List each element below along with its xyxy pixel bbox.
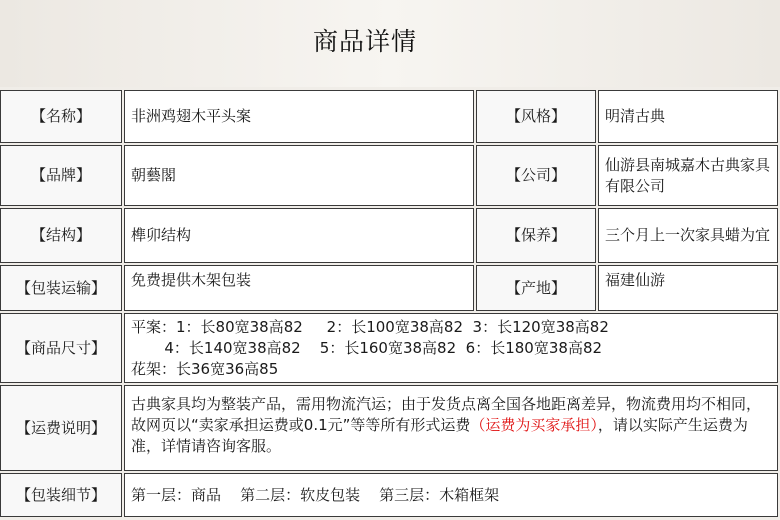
care-value: 三个月上一次家具蜡为宜: [605, 226, 771, 244]
care-label-cell: [476, 208, 596, 263]
packdetail-label: 【包装细节】: [15, 485, 106, 504]
structure-value: 榫卯结构: [131, 226, 192, 244]
name-label-cell: [0, 90, 122, 143]
page-title: 商品详情: [312, 27, 417, 56]
packdetail-value: 第一层：商品 第二层：软皮包装 第三层：木箱框架: [131, 485, 500, 504]
brand-value: 朝藝閣: [131, 166, 177, 184]
size-label: 【商品尺寸】: [15, 338, 106, 357]
care-label: 【保养】: [505, 226, 566, 244]
size-value-cell: [124, 313, 778, 383]
company-value-cell: [598, 145, 778, 206]
company-label: 【公司】: [505, 166, 566, 184]
name-value: 非洲鸡翅木平头案: [131, 107, 252, 125]
shipping-value-cell: [124, 385, 778, 471]
style-label: 【风格】: [505, 107, 566, 125]
shipping-highlight: （运费为买家承担）: [470, 416, 598, 434]
brand-label-cell: [0, 145, 122, 206]
style-value: 明清古典: [605, 107, 666, 125]
origin-label-cell: [476, 265, 596, 311]
origin-label: 【产地】: [505, 278, 566, 297]
name-value-cell: [124, 90, 474, 143]
size-line-1: 平案：1：长80宽38高82 2：长100宽38高82 3：长120宽38高82: [131, 318, 609, 336]
packdetail-label-cell: [0, 473, 122, 517]
packing-value-cell: [124, 265, 474, 311]
shipping-label: 【运费说明】: [15, 418, 106, 437]
company-label-cell: [476, 145, 596, 206]
header-banner: [0, 0, 780, 88]
packing-label-cell: [0, 265, 122, 311]
structure-label-cell: [0, 208, 122, 263]
style-value-cell: [598, 90, 778, 143]
shipping-tail: ，请以实际产生运费为准，详情请咨询客服。: [131, 416, 748, 455]
style-label-cell: [476, 90, 596, 143]
brand-value-cell: [124, 145, 474, 206]
brand-label: 【品牌】: [30, 166, 91, 184]
origin-value: 福建仙游: [605, 271, 666, 289]
size-label-cell: [0, 313, 122, 383]
care-value-cell: [598, 208, 778, 263]
packing-label: 【包装运输】: [15, 278, 106, 297]
structure-value-cell: [124, 208, 474, 263]
shipping-label-cell: [0, 385, 122, 471]
structure-label: 【结构】: [30, 226, 91, 244]
packing-value: 免费提供木架包装: [131, 271, 252, 289]
shipping-text: 古典家具均为整装产品，需用物流汽运；由于发货点离全国各地距离差异，物流费用均不相同，故网页以“卖家承担运费或0.1元”等等所有形式运费: [131, 395, 762, 434]
size-line-3: 花架：长36宽36高85: [131, 360, 279, 378]
packdetail-value-cell: [124, 473, 778, 517]
origin-value-cell: [598, 265, 778, 311]
name-label: 【名称】: [30, 107, 91, 125]
size-line-2: 4：长140宽38高82 5：长160宽38高82 6：长180宽38高82: [131, 339, 603, 357]
company-value: 仙游县南城嘉木古典家具有限公司: [605, 155, 771, 195]
product-detail-table: [0, 87, 780, 520]
